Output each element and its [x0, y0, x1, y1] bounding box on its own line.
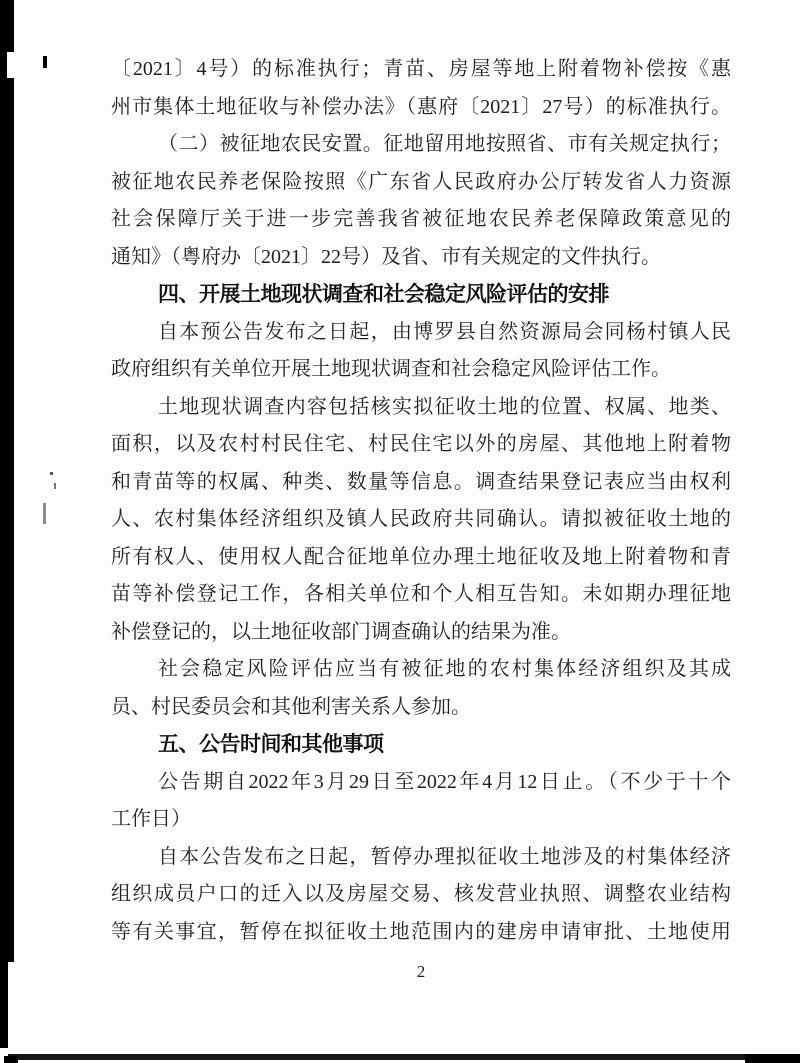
text-line: 和青苗等的权属、种类、数量等信息。调查结果登记表应当由权利	[111, 470, 731, 493]
text-line: 所有权人、使用权人配合征地单位办理土地征收及地上附着物和青	[111, 545, 731, 568]
text-line: 组织成员户口的迁入以及房屋交易、核发营业执照、调整农业结构	[111, 883, 731, 905]
scan-artifact-speck	[43, 56, 47, 68]
document-body	[111, 51, 731, 951]
text-line: 公告期自2022年3月29日至2022年4月12日止。（不少于十个	[158, 770, 731, 793]
scan-artifact-left-bar	[0, 0, 14, 1048]
scan-artifact-edge-tick	[43, 503, 46, 524]
text-line: 自本预公告发布之日起，由博罗县自然资源局会同杨村镇人民	[158, 320, 731, 343]
scan-artifact-bottom-line	[8, 1054, 800, 1060]
text-line: 州市集体土地征收与补偿办法》（惠府〔2021〕27号）的标准执行。	[111, 95, 731, 118]
text-line: 社会保障厅关于进一步完善我省被征地农民养老保障政策意见的	[111, 208, 731, 230]
text-line: 政府组织有关单位开展土地现状调查和社会稳定风险评估工作。	[111, 358, 671, 380]
scan-artifact-speck	[54, 483, 56, 489]
text-line: 人、农村集体经济组织及镇人民政府共同确认。请拟被征收土地的	[111, 508, 731, 530]
scan-artifact-left-bar-taper	[8, 962, 14, 1048]
scan-artifact-bottom-left-block	[4, 1056, 18, 1063]
text-line: 〔2021〕4号）的标准执行；青苗、房屋等地上附着物补偿按《惠	[111, 58, 731, 80]
scan-artifact-speck	[50, 472, 53, 475]
text-line: 自本公告发布之日起，暂停办理拟征收土地涉及的村集体经济	[158, 845, 731, 868]
text-line: 面积，以及农村村民住宅、村民住宅以外的房屋、其他地上附着物	[111, 433, 731, 455]
text-line: 工作日）	[111, 808, 191, 830]
text-line: 被征地农民养老保险按照《广东省人民政府办公厅转发省人力资源	[111, 170, 731, 193]
text-line: 补偿登记的，以土地征收部门调查确认的结果为准。	[111, 620, 571, 643]
text-line: 社会稳定风险评估应当有被征地的农村集体经济组织及其成	[158, 658, 731, 680]
section-heading: 五、公告时间和其他事项	[158, 733, 384, 756]
text-line: 土地现状调查内容包括核实拟征收土地的位置、权属、地类、	[158, 395, 731, 418]
text-line: 员、村民委员会和其他利害关系人参加。	[111, 695, 471, 718]
text-line: 苗等补偿登记工作，各相关单位和个人相互告知。未如期办理征地	[111, 583, 731, 605]
text-line: 通知》（粤府办〔2021〕22号）及省、市有关规定的文件执行。	[111, 245, 661, 268]
text-line: （二）被征地农民安置。征地留用地按照省、市有关规定执行；	[158, 133, 731, 155]
scan-artifact-bottom-right-block	[745, 1054, 800, 1063]
text-line: 等有关事宜，暂停在拟征收土地范围内的建房申请审批、土地使用	[111, 920, 731, 943]
page-number: 2	[416, 962, 426, 981]
scan-artifact-left-bar-notch	[7, 52, 14, 78]
section-heading: 四、开展土地现状调查和社会稳定风险评估的安排	[158, 283, 609, 306]
